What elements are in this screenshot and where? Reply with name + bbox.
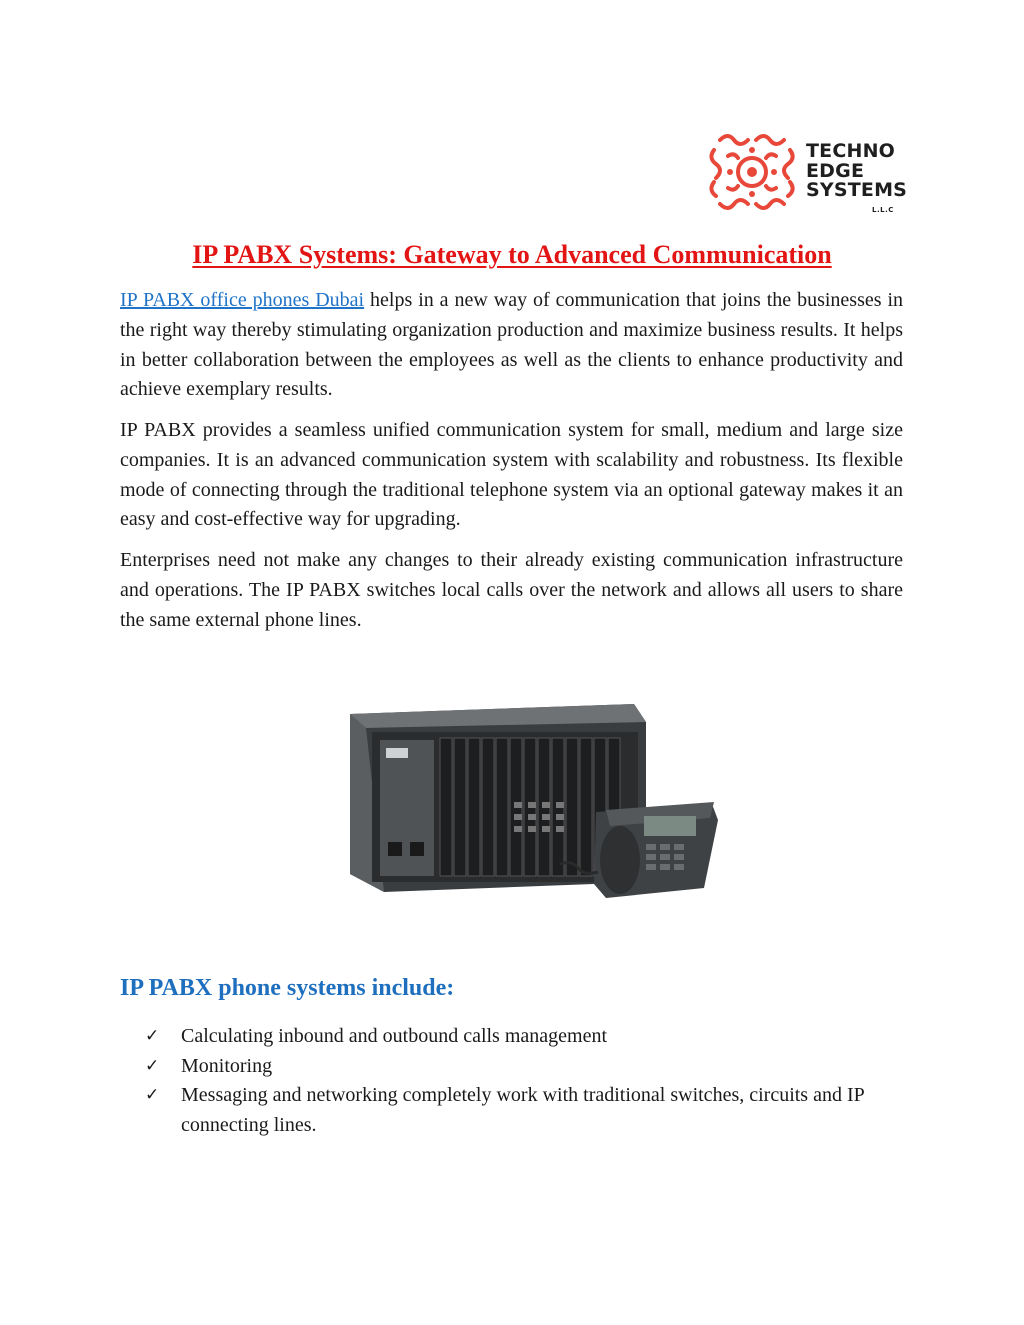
intro-paragraph-text: helps in a new way of communication that joins the businesses in the right way thereby stimulating organization production and maximize business results. It helps in better collaboration between the employees as well as the clients to enhance productivity and achieve exemplary results. — [120, 289, 903, 401]
feature-text: Messaging and networking completely work with traditional switches, circuits and IP connecting lines. — [181, 1084, 865, 1136]
list-item — [145, 1022, 905, 1052]
checkmark-icon: ✓ — [145, 1055, 160, 1076]
features-paragraph: IP PABX provides a seamless unified communication system for small, medium and large size companies. It is an advanced communication system with scalability and robustness. Its flexible mode of connecting through the traditional telephone system via an optional gateway makes it an easy and cost-effective way for upgrading. — [120, 419, 903, 531]
document-title: IP PABX Systems: Gateway to Advanced Communication — [192, 240, 832, 269]
feature-text: Monitoring — [181, 1054, 273, 1077]
logo-line-1: TECHNO — [806, 140, 896, 162]
company-logo — [706, 128, 906, 218]
section-heading: IP PABX phone systems include: — [120, 975, 455, 1001]
intro-paragraph — [120, 286, 903, 405]
list-item — [145, 1052, 905, 1082]
logo-line-3: SYSTEMS — [806, 179, 908, 201]
feature-text: Calculating inbound and outbound calls management — [181, 1025, 608, 1047]
logo-wordmark — [806, 142, 907, 201]
checkmark-icon: ✓ — [145, 1026, 160, 1046]
list-item — [145, 1081, 905, 1140]
feature-list — [145, 1022, 905, 1140]
logo-mandala-icon — [706, 128, 798, 216]
logo-line-2: EDGE — [806, 159, 865, 182]
logo-suffix: L.L.C — [872, 206, 894, 214]
infrastructure-paragraph: Enterprises need not make any changes to their already existing communication infrastructure and operations. The IP PABX switches local calls over the network and allows all users to share the same external phone lines. — [120, 549, 903, 631]
office-phones-link[interactable]: IP PABX office phones Dubai — [120, 289, 365, 311]
pbx-system-image — [344, 692, 724, 900]
checkmark-icon: ✓ — [145, 1085, 160, 1106]
